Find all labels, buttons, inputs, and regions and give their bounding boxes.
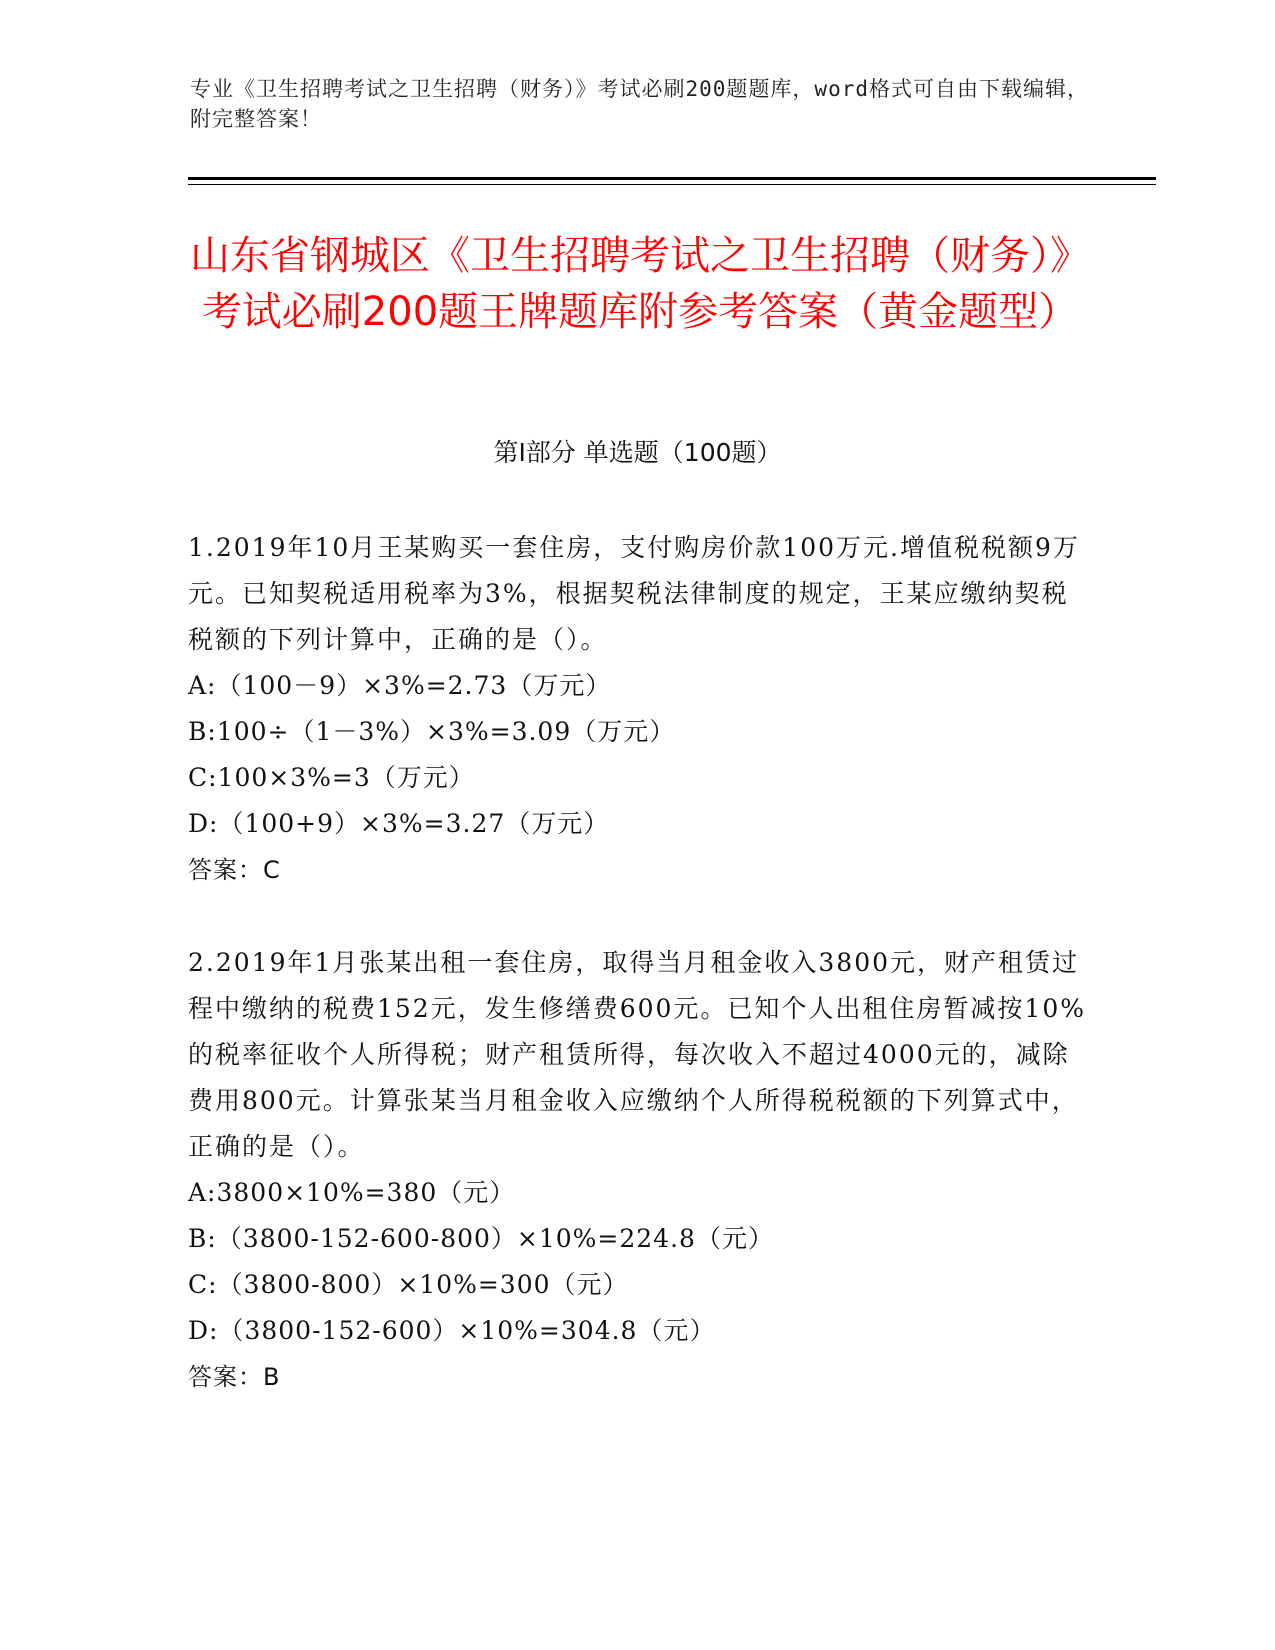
question-block-1 xyxy=(188,525,1088,893)
option-a: A:（100－9）×3%=2.73（万元） xyxy=(188,671,612,700)
header-divider-thin xyxy=(188,184,1156,185)
question-text: 1.2019年10月王某购买一套住房，支付购房价款100万元.增值税税额9万元。已知契税适用税率为3%，根据契税法律制度的规定，王某应缴纳契税税额的下列计算中，正确的是（）。 xyxy=(188,533,1080,654)
option-c: C:（3800-800）×10%=300（元） xyxy=(188,1270,629,1299)
header-note: 专业《卫生招聘考试之卫生招聘（财务）》考试必刷200题题库，word格式可自由下载编辑，附完整答案！ xyxy=(190,77,1089,131)
option-b: B:（3800-152-600-800）×10%=224.8（元） xyxy=(188,1224,774,1253)
document-title: 山东省钢城区《卫生招聘考试之卫生招聘（财务）》考试必刷200题王牌题库附参考答案（黄金题型） xyxy=(190,233,1090,335)
option-c: C:100×3%=3（万元） xyxy=(188,763,475,792)
option-d: D:（100+9）×3%=3.27（万元） xyxy=(188,809,610,838)
section-title: 第Ⅰ部分 单选题（100题） xyxy=(493,438,782,467)
option-b: B:100÷（1－3%）×3%=3.09（万元） xyxy=(188,717,676,746)
option-d: D:（3800-152-600）×10%=304.8（元） xyxy=(188,1316,716,1345)
header-divider-thick xyxy=(188,177,1156,180)
answer: 答案：B xyxy=(188,1363,281,1391)
option-a: A:3800×10%=380（元） xyxy=(188,1178,516,1207)
question-block-2 xyxy=(188,940,1088,1400)
answer: 答案：C xyxy=(188,856,281,884)
question-text: 2.2019年1月张某出租一套住房，取得当月租金收入3800元，财产租赁过程中缴纳的税费152元，发生修缮费600元。已知个人出租住房暂减按10%的税率征收个人所得税；财产租赁所得，每次收入不超过4000元的，减除费用800元。计算张某当月租金收入应缴纳个人所得税税额的下列算式中，正确的是（）。 xyxy=(188,948,1087,1161)
